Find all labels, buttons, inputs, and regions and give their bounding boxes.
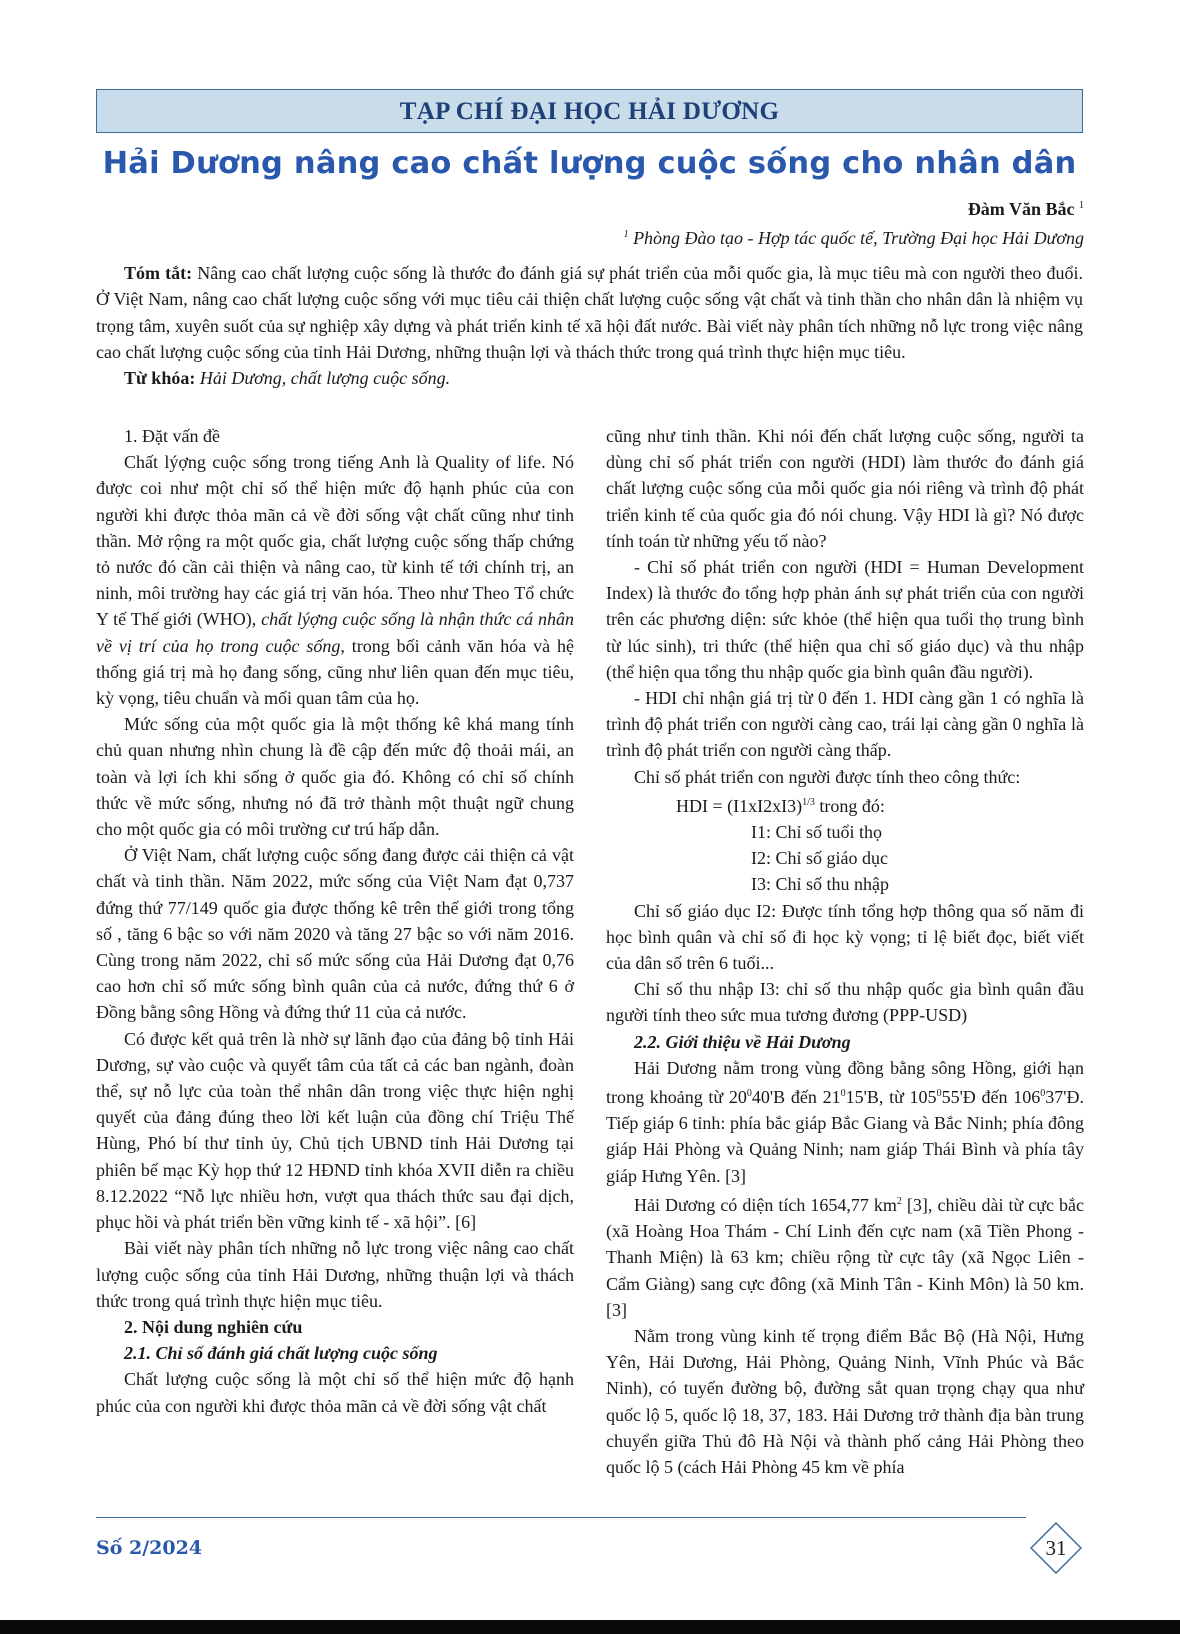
italic-text-run: chất lýợng cuộc sống là nhận thức cá nhân về vị trí của họ trong cuộc sống [96,609,574,656]
abstract-paragraph [96,260,1083,365]
formula-text: HDI = (I1xI2xI3) [676,795,803,816]
body-paragraph: Nằm trong vùng kinh tế trọng điểm Bắc Bộ (Hà Nội, Hưng Yên, Hải Dương, Hải Phòng, Quảng Ninh, Vĩnh Phúc và Bắc Ninh), có tuyến đường bộ, đường sắt quan trọng chạy qua như quốc lộ 5, quốc lộ 18, 37, 183. Hải Dương trở thành địa bàn trung chuyển giữa Thủ đô Hà Nội và thành phố cảng Hải Phòng theo quốc lộ 5 (cách Hải Phòng 45 km về phía [606,1325,1084,1477]
affiliation-superscript: 1 [623,229,629,240]
body-paragraph: Chỉ số phát triển con người được tính theo công thức: [634,766,1021,787]
body-paragraph: Có được kết quả trên là nhờ sự lãnh đạo của đảng bộ tỉnh Hải Dương, sự vào cuộc và quyết tâm của tất cả các ban ngành, đoàn thể, sự nỗ lực của toàn thể nhân dân trong việc thực hiện nghị quyết của đảng đúng theo lời kết luận của đồng chí Triệu Thế Hùng, Phó bí thư tỉnh ủy, Chủ tịch UBND tỉnh Hải Dương tại phiên bế mạc Kỳ họp thứ 12 HĐND tỉnh khóa XVII diễn ra chiều 8.12.2022 “Nỗ lực nhiều hơn, vượt qua thách thức sau đại dịch, phục hồi và phát triển bền vững kinh tế - xã hội”. [6] [96,1028,574,1233]
footer-rule [96,1517,1026,1518]
abstract-label: Tóm tắt: [124,263,193,283]
page-number: 31 [1045,1536,1067,1560]
keywords-paragraph [96,365,1083,391]
text-run: 40'B đến 21 [751,1087,841,1108]
degree-sup: 0 [746,1088,752,1100]
formula-item-i2: I2: Chỉ số giáo dục [751,848,888,869]
text-run: [3], chiều dài từ cực bắc (xã Hoàng Hoa Thám - Chí Linh đến cực nam (xã Tiền Phong - Thanh Miện) là 63 km; chiều rộng từ cực tây (xã Ngọc Liên - Cẩm Giàng) sang cực đông (xã Minh Tân - Kinh Môn) là 50 km. [3] [606,1194,1084,1320]
author-line [968,199,1084,220]
text-run: 15'B, từ 105 [845,1087,937,1108]
bottom-edge-bar [0,1620,1180,1634]
keywords-label: Từ khóa: [124,368,196,389]
text-run: Chất lýợng cuộc sống trong tiếng Anh là Quality of life. Nó được coi như một chỉ số thể hiện mức độ hạnh phúc của con người khi được thỏa mãn cả về đời sống vật chất cũng như tinh thần. Mở rộng ra một quốc gia, chất lượng cuộc sống thấp chứng tỏ nước đó cần cải thiện và nâng cao, từ kinh tế tới chính trị, an ninh, môi trường hay các giá trị văn hóa. Theo như Theo Tổ chức Y tế Thế giới (WHO), [96,452,574,630]
body-paragraph: cũng như tinh thần. Khi nói đến chất lượng cuộc sống, người ta dùng chỉ số phát triển con người (HDI) làm thước đo đánh giá chất lượng cuộc sống của mỗi quốc gia nói riêng và trình độ phát triển kinh tế của quốc gia đó nói chung. Vậy HDI là gì? Nó được tính toán từ những yếu tố nào? [606,426,1084,551]
body-paragraph [606,1055,1084,1189]
journal-header-band [96,89,1083,133]
right-column [606,423,1084,1480]
formula-item-i3: I3: Chỉ số thu nhập [751,874,889,895]
author-name: Đàm Văn Bắc [967,199,1075,219]
subsection-heading-2-2: 2.2. Giới thiệu về Hải Dương [634,1031,851,1052]
keywords-text: Hải Dương, chất lượng cuộc sống. [195,368,451,389]
subsection-heading-2-1: 2.1. Chỉ số đánh giá chất lượng cuộc sống [124,1343,438,1364]
body-paragraph: Ở Việt Nam, chất lượng cuộc sống đang được cải thiện cả vật chất và tinh thần. Năm 2022, mức sống của Việt Nam đạt 0,737 đứng thứ 77/149 quốc gia được thống kê trên thế giới trong tổng số , tăng 6 bậc so với năm 2020 và tăng 27 bậc so với năm 2016. Cùng trong năm 2022, chỉ số mức sống của Hải Dương đạt 0,76 cao hơn chỉ số mức sống bình quân của cả nước, đứng thứ 6 ở Đồng bằng sông Hồng và đứng thứ 11 của cả nước. [96,845,574,1023]
area-sup: 2 [896,1195,902,1207]
body-paragraph: Mức sống của một quốc gia là một thống kê khá mang tính chủ quan nhưng nhìn chung là đề cập đến mức độ thoải mái, an toàn và lợi ích khi sống ở quốc gia đó. Không có chỉ số chính thức về mức sống, nhưng nó đã trở thành một thuật ngữ chung cho một quốc gia có môi trường cư trú hấp dẫn. [96,714,574,840]
body-paragraph [606,1189,1084,1323]
text-run: 55'Đ đến 106 [941,1087,1041,1108]
body-paragraph: Chỉ số thu nhập I3: chỉ số thu nhập quốc gia bình quân đầu người tính theo sức mua tương đương (PPP-USD) [606,979,1084,1026]
journal-name: TẠP CHÍ ĐẠI HỌC HẢI DƯƠNG [399,98,780,125]
issue-number: Số 2/2024 [96,1537,203,1559]
text-run: Hải Dương nằm trong vùng đồng bằng sông Hồng, giới hạn trong khoảng từ 20 [606,1057,1084,1108]
text-run: Hải Dương có diện tích 1654,77 km [634,1194,897,1215]
text-run: , trong bối cảnh văn hóa và hệ thống giá trị mà họ đang sống, cũng như liên quan đến mục tiêu, kỳ vọng, tiêu chuẩn và mối quan tâm của họ. [96,635,574,709]
text-run: 37'Đ. Tiếp giáp 6 tỉnh: phía bắc giáp Bắc Giang và Bắc Ninh; phía đông giáp Hải Phòng và Quảng Ninh; nam giáp Thái Bình và phía tây giáp Hưng Yên. [3] [606,1087,1084,1186]
degree-sup: 0 [936,1088,942,1100]
affiliation-line [624,228,1084,249]
body-paragraph: Bài viết này phân tích những nỗ lực trong việc nâng cao chất lượng cuộc sống của tỉnh Hải Dương, những thuận lợi và thách thức trong quá trình thực hiện mục tiêu. [96,1238,574,1311]
body-paragraph: - Chỉ số phát triển con người (HDI = Human Development Index) là thước đo tổng hợp phản ánh sự phát triển của con người trên các phương diện: sức khỏe (thể hiện qua tuổi thọ trung bình từ lúc sinh), tri thức (thể hiện qua chỉ số giáo dục) và thu nhập (thể hiện qua tổng thu nhập quốc gia bình quân đầu người). [606,557,1084,682]
section-heading-2: 2. Nội dung nghiên cứu [124,1316,303,1337]
section-heading-1: 1. Đặt vấn đề [124,426,220,446]
body-paragraph: Chất lượng cuộc sống là một chỉ số thể hiện mức độ hạnh phúc của con người khi được thỏa mãn cả về đời sống vật chất [96,1369,574,1416]
formula-exponent: 1/3 [802,796,815,808]
article-title: Hải Dương nâng cao chất lượng cuộc sống cho nhân dân [102,146,1077,181]
page-number-badge [1030,1522,1082,1574]
abstract [96,260,1083,391]
left-column [96,423,574,1419]
body-paragraph: Chỉ số giáo dục I2: Được tính tổng hợp thông qua số năm đi học bình quân và chỉ số đi học kỳ vọng; tỉ lệ biết đọc, biết viết của dân số trên 6 tuổi... [606,900,1084,974]
degree-sup: 0 [1040,1088,1046,1100]
body-paragraph: - HDI chỉ nhận giá trị từ 0 đến 1. HDI càng gần 1 có nghĩa là trình độ phát triển con người càng cao, trái lại càng gần 0 nghĩa là trình độ phát triển con người càng thấp. [606,688,1084,761]
degree-sup: 0 [840,1088,846,1100]
formula-text: trong đó: [814,795,885,816]
formula-item-i1: I1: Chỉ số tuổi thọ [751,822,883,843]
author-superscript: 1 [1079,200,1084,211]
hdi-formula [606,790,1084,819]
body-paragraph [96,449,574,711]
affiliation-text: Phòng Đào tạo - Hợp tác quốc tế, Trường Đại học Hải Dương [633,228,1084,248]
abstract-text: Nâng cao chất lượng cuộc sống là thước đo đánh giá sự phát triển của mỗi quốc gia, là mục tiêu mà con người theo đuổi. Ở Việt Nam, nâng cao chất lượng cuộc sống với mục tiêu cải thiện chất lượng cuộc sống vật chất và tinh thần cho nhân dân là nhiệm vụ trọng tâm, xuyên suốt của sự nghiệp xây dựng và phát triển kinh tế xã hội đất nước. Bài viết này phân tích những nỗ lực trong việc nâng cao chất lượng cuộc sống của tỉnh Hải Dương, những thuận lợi và thách thức trong quá trình thực hiện mục tiêu. [96,263,1083,362]
